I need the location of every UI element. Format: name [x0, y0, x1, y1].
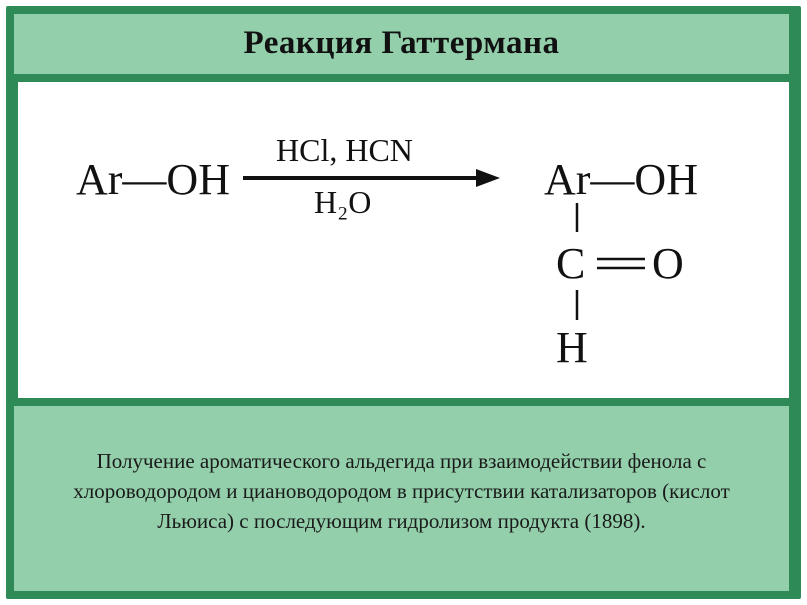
description-text: Получение ароматического альдегида при взаимодействии фенола с хлороводородом и циановодородом в присутствии катализаторов (кислот Льюиса) с последующим гидролизом продукта (1898). [73, 449, 730, 533]
reaction-arrow-head [476, 169, 500, 187]
conditions-top: HCl, HCN [276, 132, 413, 168]
product-ar-oh: Ar—OH [544, 155, 698, 204]
slide-title: Реакция Гаттермана [243, 25, 560, 61]
product-oxygen: O [652, 239, 684, 288]
product-hydrogen: H [556, 323, 588, 372]
product-carbon: C [556, 239, 586, 288]
conditions-bottom: H₂O [314, 184, 372, 220]
description-panel [14, 406, 789, 591]
reactant-formula: Ar—OH [76, 155, 230, 204]
